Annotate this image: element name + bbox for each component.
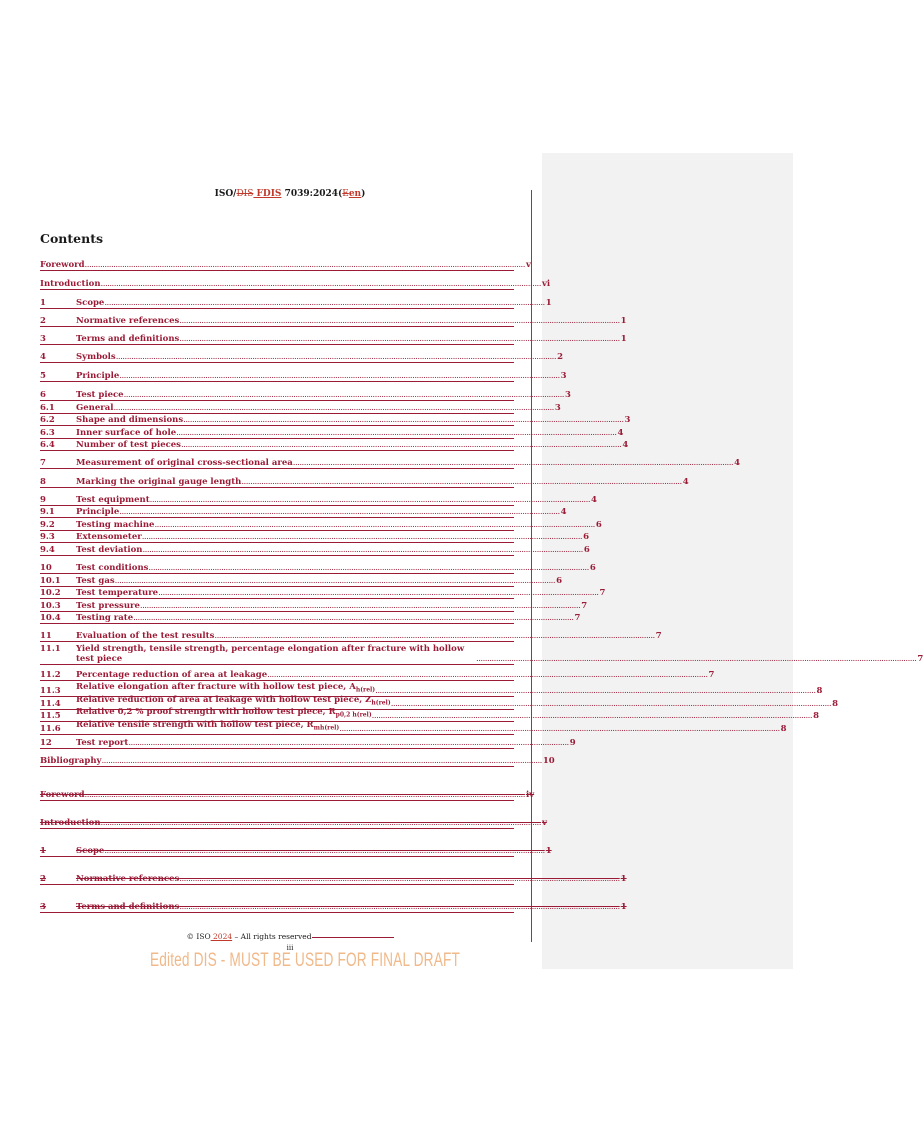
copyright-text: © ISO [186, 932, 211, 941]
toc-entry-title-text: Test equipment [76, 495, 150, 505]
toc-leader-dots: ........................................................................................................................................................................................................ [148, 563, 589, 573]
toc-leader-dots: ........................................................................................................................................................................................................ [133, 613, 574, 623]
toc-leader-dots: ........................................................................................................................................................................................................ [104, 298, 545, 308]
toc-leader-dots: ........................................................................................................................................................................................................ [100, 279, 541, 289]
toc-entry-title [76, 613, 133, 623]
toc-entry-title [76, 507, 119, 517]
toc-entry[interactable] [40, 298, 552, 309]
toc-entry[interactable] [40, 428, 624, 439]
toc-entry-title [76, 682, 375, 696]
toc-entry[interactable] [40, 477, 689, 488]
toc-entry-title-text: Relative 0,2 % proof strength with hollow test piece, R [76, 707, 336, 717]
toc-entry-page: 6 [589, 563, 596, 573]
toc-entry-page: 6 [583, 532, 590, 542]
toc-entry[interactable] [40, 588, 606, 599]
toc-leader-dots: ........................................................................................................................................................................................................ [114, 576, 556, 586]
toc-entry-page: 8 [813, 710, 819, 721]
toc-entry-title [76, 440, 181, 450]
toc-entry-title [76, 631, 214, 641]
toc-entry-title-text: Principle [76, 507, 120, 517]
deleted-toc-entry [40, 846, 552, 857]
toc-entry-page: 4 [682, 477, 689, 487]
toc-entry[interactable] [40, 576, 562, 587]
toc-entry-subscript: p0,2 h(rel) [335, 711, 372, 719]
toc-entry[interactable] [40, 756, 555, 767]
toc-entry-number: 9.2 [40, 520, 55, 530]
toc-entry-title [76, 458, 293, 468]
toc-entry-page: 1 [545, 298, 552, 308]
toc-leader-dots: ........................................................................................................................................................................................................ [241, 477, 682, 487]
toc-entry-title-text: Principle [76, 371, 120, 381]
toc-entry-number: 11 [40, 631, 52, 641]
toc-entry[interactable] [40, 334, 627, 345]
toc-entry-title-text: Testing machine [76, 520, 155, 530]
toc-leader-dots: ........................................................................................................................................................................................................ [141, 532, 583, 542]
toc-leader-dots: ........................................................................................................................................................................................................ [476, 654, 917, 664]
contents-title: Contents [40, 231, 104, 246]
header-inserted-lang: en [348, 189, 362, 199]
toc-entry[interactable] [40, 601, 588, 612]
toc-entry-title [76, 428, 176, 438]
toc-entry-number: 10.1 [40, 576, 61, 586]
deleted-toc-entry-page: 1 [545, 846, 552, 856]
deleted-toc-entry [40, 902, 627, 913]
toc-entry-title [76, 576, 115, 586]
toc-entry-title-text: Percentage reduction of area at leakage [76, 670, 268, 680]
toc-entry-page: vi [541, 279, 551, 289]
toc-entry-page: 7 [917, 654, 923, 664]
toc-entry-number: 11.1 [40, 644, 61, 654]
toc-entry[interactable] [40, 458, 741, 469]
toc-entry-page: 7 [655, 631, 662, 641]
toc-entry-page: 4 [617, 428, 624, 438]
document-header [0, 189, 580, 199]
toc-entry-title [76, 316, 179, 326]
toc-entry-page: 4 [734, 458, 741, 468]
toc-entry-number: 9 [40, 495, 46, 505]
toc-entry[interactable] [40, 279, 551, 290]
toc-entry-number: 9.1 [40, 507, 55, 517]
toc-entry-title-text: Normative references [76, 316, 180, 326]
copyright-separator: – [232, 932, 241, 941]
deleted-toc-entry [40, 874, 627, 885]
toc-entry-title [76, 495, 150, 505]
deleted-toc-entry-title: Normative references [76, 874, 180, 884]
toc-entry-number: 1 [40, 298, 46, 308]
toc-entry-number: 9.4 [40, 545, 55, 555]
toc-entry[interactable] [40, 415, 631, 426]
toc-leader-dots: ........................................................................................................................................................................................................ [390, 698, 832, 709]
deleted-toc-entry-number: 3 [40, 902, 46, 912]
toc-leader-dots: ........................................................................................................................................................................................................ [214, 631, 655, 641]
toc-leader-dots: ........................................................................................................................................................................................................ [128, 738, 569, 748]
toc-entry-number: 7 [40, 458, 46, 468]
deleted-toc-entry-page: 1 [620, 902, 627, 912]
toc-entry[interactable] [40, 631, 662, 642]
page-number: iii [286, 944, 294, 952]
toc-entry-subscript: h(rel) [371, 699, 391, 707]
toc-entry-title-text: Number of test pieces [76, 440, 181, 450]
toc-entry-subscript: mh(rel) [313, 724, 340, 732]
toc-entry-number: 6.1 [40, 403, 55, 413]
toc-entry-page: 8 [816, 685, 823, 696]
toc-entry-number: 11.6 [40, 723, 61, 734]
toc-entry-page: 6 [583, 545, 590, 555]
toc-entry-number: 9.3 [40, 532, 55, 542]
toc-entry[interactable] [40, 532, 590, 543]
toc-leader-dots: ........................................................................................................................................................................................................ [179, 334, 620, 344]
toc-entry-title-text: Scope [76, 298, 105, 308]
toc-entry-title-text: Evaluation of the test results [76, 631, 215, 641]
toc-entry[interactable] [40, 371, 567, 382]
toc-entry-page: 1 [620, 316, 627, 326]
header-inserted-text: FDIS [253, 189, 282, 199]
toc-entry-page: 7 [599, 588, 606, 598]
toc-entry-title-text: Introduction [40, 279, 101, 289]
toc-entry-page: 3 [624, 415, 631, 425]
toc-entry-title [76, 520, 154, 530]
toc-leader-dots: ........................................................................................................................................................................................................ [139, 601, 581, 611]
toc-entry-number: 5 [40, 371, 46, 381]
toc-leader-dots: ........................................................................................................................................................................................................ [267, 670, 708, 680]
toc-entry-number: 10.3 [40, 601, 61, 611]
deleted-toc-entry-page: v [541, 818, 547, 828]
deleted-toc-entry [40, 818, 547, 829]
toc-entry-number: 10.4 [40, 613, 61, 623]
deleted-toc-entry-title: Foreword [40, 790, 85, 800]
toc-entry-number: 10 [40, 563, 52, 573]
toc-entry-title-text: Inner surface of hole [76, 428, 177, 438]
toc-entry[interactable] [40, 403, 561, 414]
deleted-toc-entry-page: 1 [620, 874, 627, 884]
toc-entry-page: 3 [554, 403, 561, 413]
toc-leader-dots: ........................................................................................................................................................................................................ [179, 874, 620, 884]
toc-entry-page: 4 [560, 507, 567, 517]
toc-entry-number: 4 [40, 352, 46, 362]
toc-entry-title-text: General [76, 403, 114, 413]
toc-entry-title-text: Relative reduction of area at leakage with hollow test piece, Z [76, 695, 372, 705]
toc-entry-title-text: Test pressure [76, 601, 140, 611]
toc-leader-dots: ........................................................................................................................................................................................................ [183, 415, 624, 425]
toc-entry-number: 6.2 [40, 415, 55, 425]
toc-entry-title-text: Test deviation [76, 545, 143, 555]
toc-entry-number: 11.2 [40, 670, 61, 680]
toc-entry[interactable] [40, 545, 590, 556]
toc-entry-title [76, 532, 142, 542]
header-deleted-text: DIS [236, 189, 254, 199]
toc-entry-title-text: Measurement of original cross-sectional area [76, 458, 293, 468]
toc-entry-subscript: h(rel) [355, 686, 376, 694]
toc-entry-page: 2 [557, 352, 564, 362]
toc-entry-title [76, 298, 104, 308]
toc-entry-title [76, 738, 128, 748]
header-prefix: ISO/ [214, 189, 237, 199]
toc-leader-dots: ........................................................................................................................................................................................................ [339, 723, 780, 734]
toc-entry[interactable] [40, 440, 629, 451]
toc-entry-title [76, 415, 183, 425]
deleted-toc-entry-title: Introduction [40, 818, 101, 828]
toc-leader-dots: ........................................................................................................................................................................................................ [149, 495, 591, 505]
toc-entry-title [76, 477, 241, 487]
toc-leader-dots: ........................................................................................................................................................................................................ [375, 685, 816, 696]
toc-entry-title [76, 563, 148, 573]
toc-leader-dots: ........................................................................................................................................................................................................ [119, 507, 560, 517]
toc-entry-title [76, 545, 142, 555]
toc-entry-page: 4 [591, 495, 597, 505]
toc-leader-dots: ........................................................................................................................................................................................................ [113, 403, 554, 413]
toc-entry[interactable] [40, 563, 596, 574]
toc-entry-page: v [525, 260, 531, 270]
toc-entry-page: 3 [560, 371, 567, 381]
toc-entry-title [76, 390, 124, 400]
copyright-year: 2024 [210, 932, 233, 941]
toc-entry-title [76, 588, 158, 598]
toc-entry[interactable] [40, 260, 531, 271]
toc-leader-dots: ........................................................................................................................................................................................................ [292, 458, 734, 468]
toc-entry[interactable] [40, 644, 923, 665]
toc-entry[interactable] [40, 390, 571, 401]
toc-entry-page: 1 [620, 334, 627, 344]
toc-leader-dots: ........................................................................................................................................................................................................ [84, 790, 525, 800]
toc-entry-page: 7 [708, 670, 715, 680]
toc-entry-title-text: Test temperature [76, 588, 159, 598]
toc-entry-number: 12 [40, 738, 52, 748]
toc-entry-page: 4 [622, 440, 629, 450]
toc-entry-title [76, 352, 116, 362]
toc-entry-title-text: Symbols [76, 352, 116, 362]
toc-entry-title [76, 707, 372, 721]
toc-entry-number: 8 [40, 477, 46, 487]
toc-entry[interactable] [40, 670, 715, 681]
toc-entry-title [76, 371, 119, 381]
toc-entry-title-text: Test gas [76, 576, 115, 586]
toc-entry-number: 6 [40, 390, 46, 400]
deleted-toc-entry [40, 790, 535, 801]
toc-entry-title-text: Bibliography [40, 756, 102, 766]
toc-entry-title-text: Test piece [76, 390, 124, 400]
toc-entry-page: 7 [581, 601, 588, 611]
toc-entry-page: 3 [564, 390, 571, 400]
toc-leader-dots: ........................................................................................................................................................................................................ [100, 818, 541, 828]
toc-entry-number: 6.3 [40, 428, 55, 438]
toc-leader-dots: ........................................................................................................................................................................................................ [179, 316, 620, 326]
toc-leader-dots: ........................................................................................................................................................................................................ [179, 902, 620, 912]
toc-entry-number: 6.4 [40, 440, 55, 450]
toc-entry-page: 9 [569, 738, 576, 748]
toc-leader-dots: ........................................................................................................................................................................................................ [115, 352, 557, 362]
toc-entry-number: 11.3 [40, 685, 61, 696]
toc-entry-number: 11.5 [40, 710, 61, 721]
deleted-toc-entry-number: 1 [40, 846, 46, 856]
toc-entry-title [40, 756, 101, 766]
toc-leader-dots: ........................................................................................................................................................................................................ [119, 371, 560, 381]
deleted-toc-entry-number: 2 [40, 874, 46, 884]
toc-entry-title-text: Yield strength, tensile strength, percentage elongation after fracture with hollow test piece [76, 644, 465, 664]
toc-entry-number: 2 [40, 316, 46, 326]
toc-entry[interactable] [40, 720, 787, 735]
toc-entry-number: 3 [40, 334, 46, 344]
toc-entry-title [76, 403, 113, 413]
header-number: 7039:2024( [281, 189, 343, 199]
deleted-toc-entry-page: iv [525, 790, 535, 800]
toc-entry-title [76, 334, 179, 344]
toc-entry-page: 6 [595, 520, 602, 530]
toc-entry-title [76, 644, 476, 664]
deleted-toc-entry-title: Scope [76, 846, 105, 856]
toc-leader-dots: ........................................................................................................................................................................................................ [154, 520, 595, 530]
toc-leader-dots: ........................................................................................................................................................................................................ [101, 756, 542, 766]
toc-entry[interactable] [40, 613, 581, 624]
comment-pane [542, 153, 793, 969]
toc-entry[interactable] [40, 507, 567, 518]
toc-entry[interactable] [40, 495, 597, 506]
toc-entry-title-text: Testing rate [76, 613, 134, 623]
draft-stamp: Edited DIS - MUST BE USED FOR FINAL DRAFT [150, 950, 460, 971]
toc-entry-number: 11.4 [40, 698, 61, 709]
toc-entry-title-text: Shape and dimensions [76, 415, 184, 425]
toc-entry[interactable] [40, 316, 627, 327]
copyright-footer [0, 932, 580, 941]
toc-entry-title [40, 260, 85, 270]
toc-leader-dots: ........................................................................................................................................................................................................ [371, 710, 813, 721]
toc-entry-title [76, 670, 267, 680]
footer-rule [312, 937, 394, 938]
toc-entry-page: 6 [556, 576, 562, 586]
toc-entry[interactable] [40, 738, 576, 749]
toc-entry-title-text: Test report [76, 738, 129, 748]
copyright-rights: All rights reserved [240, 932, 312, 941]
toc-entry-title [76, 720, 339, 734]
toc-entry[interactable] [40, 520, 602, 531]
toc-entry-page: 10 [542, 756, 555, 766]
header-deleted-lang: E [342, 189, 349, 199]
toc-entry[interactable] [40, 352, 564, 363]
toc-entry-page: 7 [574, 613, 581, 623]
toc-leader-dots: ........................................................................................................................................................................................................ [84, 260, 525, 270]
toc-entry-number: 10.2 [40, 588, 61, 598]
toc-entry-title-text: Marking the original gauge length [76, 477, 242, 487]
toc-entry-title-text: Relative tensile strength with hollow test piece, R [76, 720, 314, 730]
toc-entry-title-text: Relative elongation after fracture with hollow test piece, A [76, 682, 356, 692]
header-suffix: ) [361, 189, 366, 199]
toc-entry-title-text: Foreword [40, 260, 85, 270]
toc-entry-title-text: Terms and definitions [76, 334, 180, 344]
toc-entry-page: 8 [832, 698, 838, 709]
toc-entry-title [76, 601, 140, 611]
toc-entry-page: 8 [780, 723, 787, 734]
toc-entry-title-text: Extensometer [76, 532, 142, 542]
toc-entry-title-text: Test conditions [76, 563, 149, 573]
deleted-toc-entry-title: Terms and definitions [76, 902, 180, 912]
toc-leader-dots: ........................................................................................................................................................................................................ [158, 588, 599, 598]
toc-leader-dots: ........................................................................................................................................................................................................ [142, 545, 583, 555]
toc-leader-dots: ........................................................................................................................................................................................................ [180, 440, 622, 450]
toc-leader-dots: ........................................................................................................................................................................................................ [176, 428, 617, 438]
toc-leader-dots: ........................................................................................................................................................................................................ [104, 846, 545, 856]
toc-entry-title [40, 279, 101, 289]
toc-leader-dots: ........................................................................................................................................................................................................ [123, 390, 564, 400]
